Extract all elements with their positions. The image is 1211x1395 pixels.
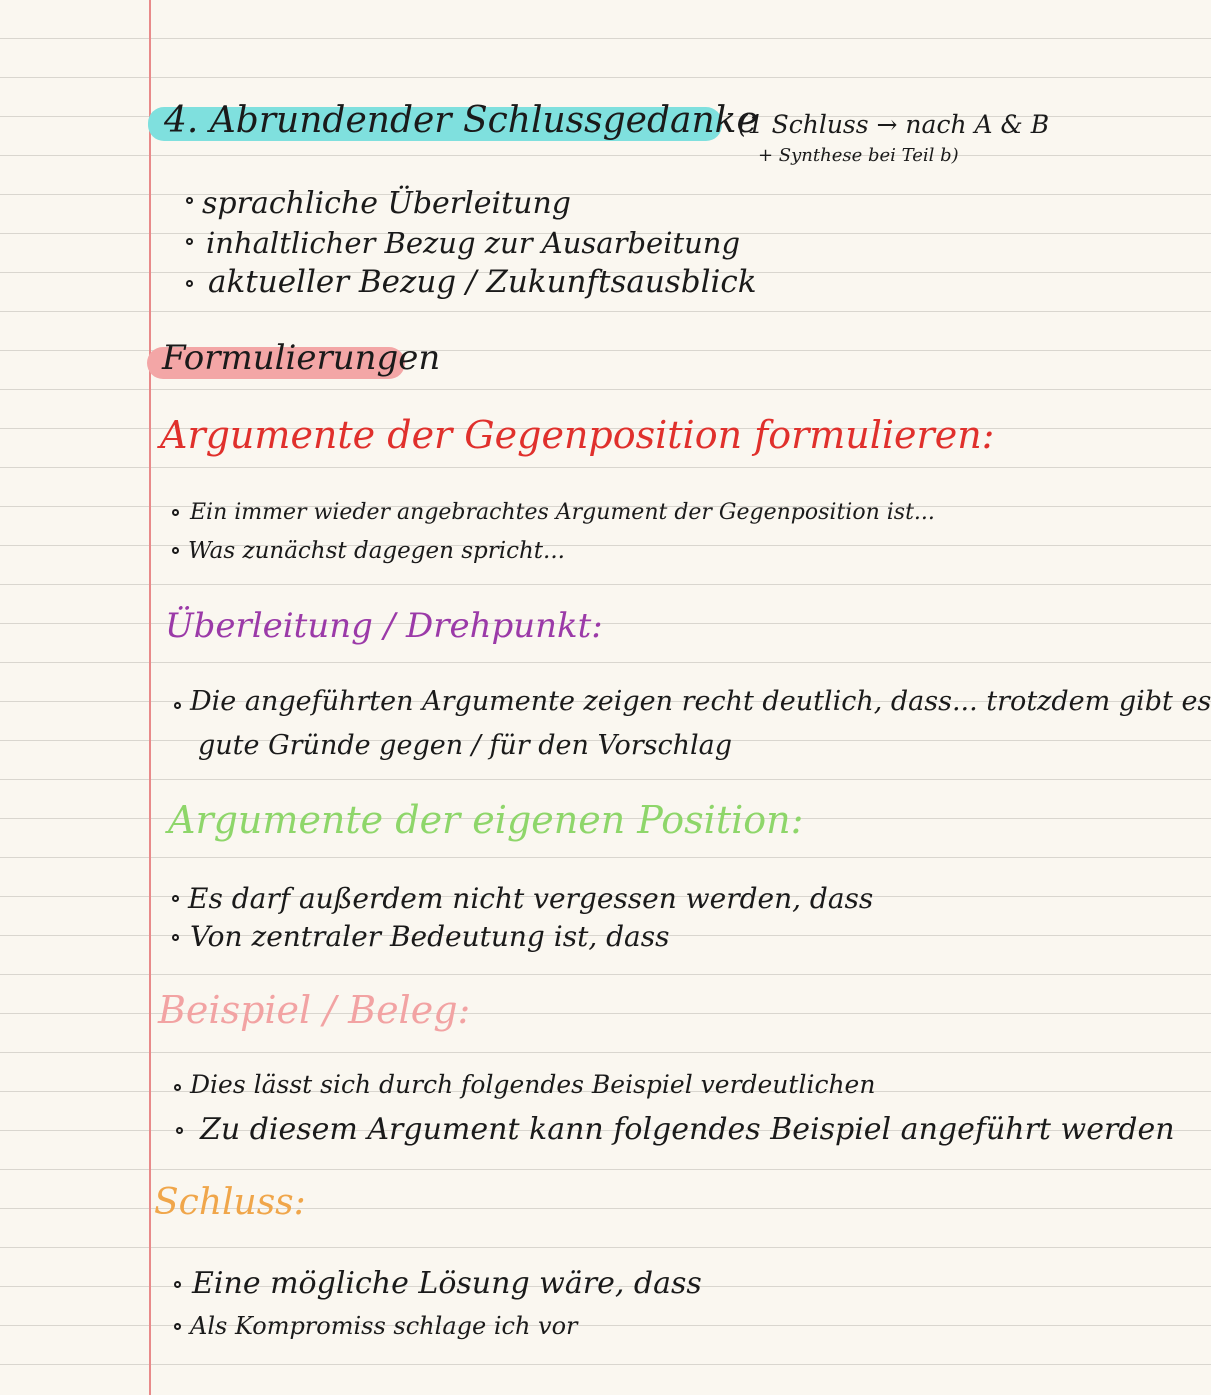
beispiel-heading: Beispiel / Beleg: — [158, 988, 471, 1032]
bullet — [172, 509, 179, 516]
list-item: Ein immer wieder angebrachtes Argument der Gegenposition ist... — [190, 500, 935, 525]
list-item: Eine mögliche Lösung wäre, dass — [192, 1266, 702, 1301]
list-item: Von zentraler Bedeutung ist, dass — [190, 920, 670, 953]
list-item: Dies lässt sich durch folgendes Beispiel verdeutlichen — [190, 1070, 876, 1099]
list-item: Es darf außerdem nicht vergessen werden, dass — [188, 882, 874, 915]
bullet — [172, 547, 179, 554]
bullet — [174, 1281, 181, 1288]
section-note-line2: + Synthese bei Teil b) — [758, 145, 959, 166]
bullet — [172, 895, 179, 902]
bullet — [172, 934, 179, 941]
list-item: Als Kompromiss schlage ich vor — [190, 1312, 578, 1340]
bullet — [174, 1323, 181, 1330]
margin-line — [149, 0, 151, 1395]
section-title: 4. Abrundender Schlussgedanke — [164, 100, 758, 141]
bullet — [186, 280, 193, 287]
section-note-line1: (1 Schluss → nach A & B — [738, 110, 1050, 139]
list-item: sprachliche Überleitung — [202, 186, 571, 221]
list-item: Was zunächst dagegen spricht... — [188, 538, 565, 564]
bullet — [186, 238, 193, 245]
ueberleitung-line1: Die angeführten Argumente zeigen recht deutlich, dass... trotzdem gibt es — [190, 686, 1211, 717]
list-item: aktueller Bezug / Zukunftsausblick — [208, 264, 757, 300]
gegenposition-heading: Argumente der Gegenposition formulieren: — [160, 413, 995, 457]
list-item: Zu diesem Argument kann folgendes Beispiel angeführt werden — [200, 1112, 1175, 1147]
bullet — [186, 197, 193, 204]
formulierungen-title: Formulierungen — [162, 338, 441, 378]
bullet — [176, 1127, 183, 1134]
list-item: inhaltlicher Bezug zur Ausarbeitung — [206, 226, 741, 260]
bullet — [174, 702, 181, 709]
ueberleitung-line2: gute Gründe gegen / für den Vorschlag — [198, 730, 733, 761]
bullet — [174, 1084, 181, 1091]
eigene-position-heading: Argumente der eigenen Position: — [168, 798, 804, 842]
ueberleitung-heading: Überleitung / Drehpunkt: — [165, 606, 603, 646]
schluss-heading: Schluss: — [154, 1182, 306, 1223]
